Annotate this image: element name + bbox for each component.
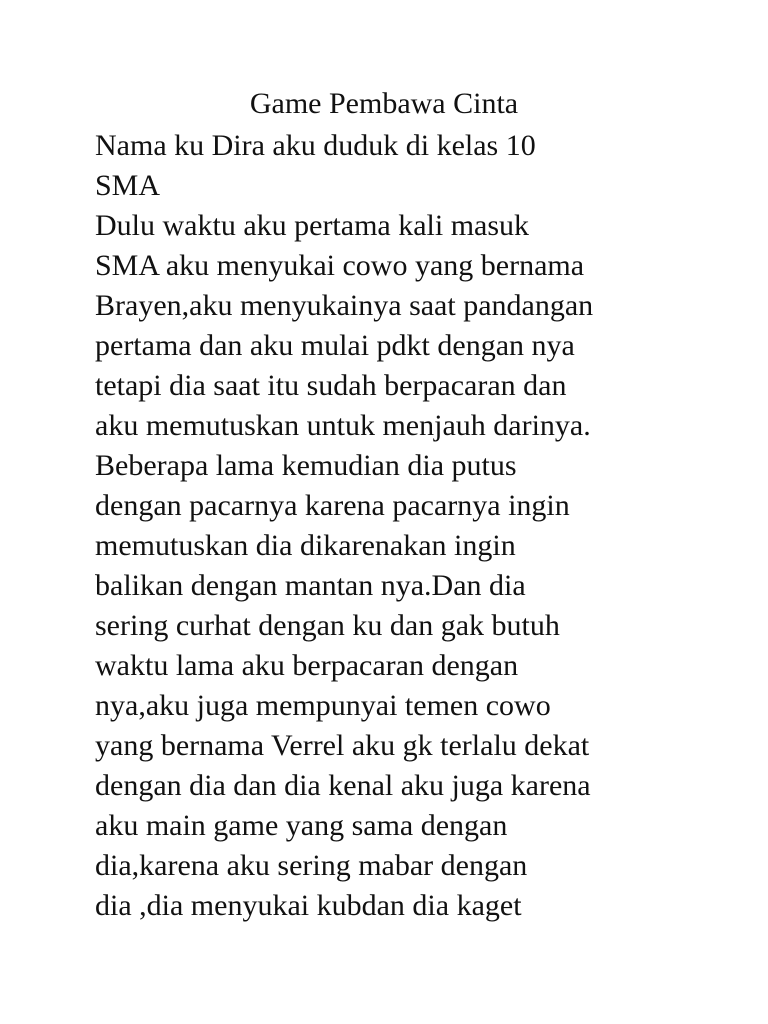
text-line: yang bernama Verrel aku gk terlalu dekat <box>95 729 590 762</box>
text-line: Nama ku Dira aku duduk di kelas 10 <box>95 129 536 162</box>
document-body <box>95 126 735 926</box>
document-title: Game Pembawa Cinta <box>249 87 519 120</box>
text-line: memutuskan dia dikarenakan ingin <box>95 529 516 562</box>
text-line: Brayen,aku menyukainya saat pandangan <box>95 289 594 322</box>
text-line: sering curhat dengan ku dan gak butuh <box>95 609 560 642</box>
text-line: waktu lama aku berpacaran dengan <box>95 649 519 682</box>
text-line: aku memutuskan untuk menjauh darinya. <box>95 409 591 442</box>
text-line: SMA aku menyukai cowo yang bernama <box>95 249 585 282</box>
text-line: pertama dan aku mulai pdkt dengan nya <box>95 329 575 362</box>
text-line: balikan dengan mantan nya.Dan dia <box>95 569 526 602</box>
text-line: SMA <box>95 169 161 202</box>
text-line: aku main game yang sama dengan <box>95 809 508 842</box>
text-line: Dulu waktu aku pertama kali masuk <box>95 209 530 242</box>
text-line: Beberapa lama kemudian dia putus <box>95 449 517 482</box>
text-line: dia,karena aku sering mabar dengan <box>95 849 528 882</box>
text-line: nya,aku juga mempunyai temen cowo <box>95 689 551 722</box>
text-line: dia ,dia menyukai kubdan dia kaget <box>95 889 522 922</box>
text-line: tetapi dia saat itu sudah berpacaran dan <box>95 369 567 402</box>
text-line: dengan dia dan dia kenal aku juga karena <box>95 769 591 802</box>
text-line: dengan pacarnya karena pacarnya ingin <box>95 489 570 522</box>
